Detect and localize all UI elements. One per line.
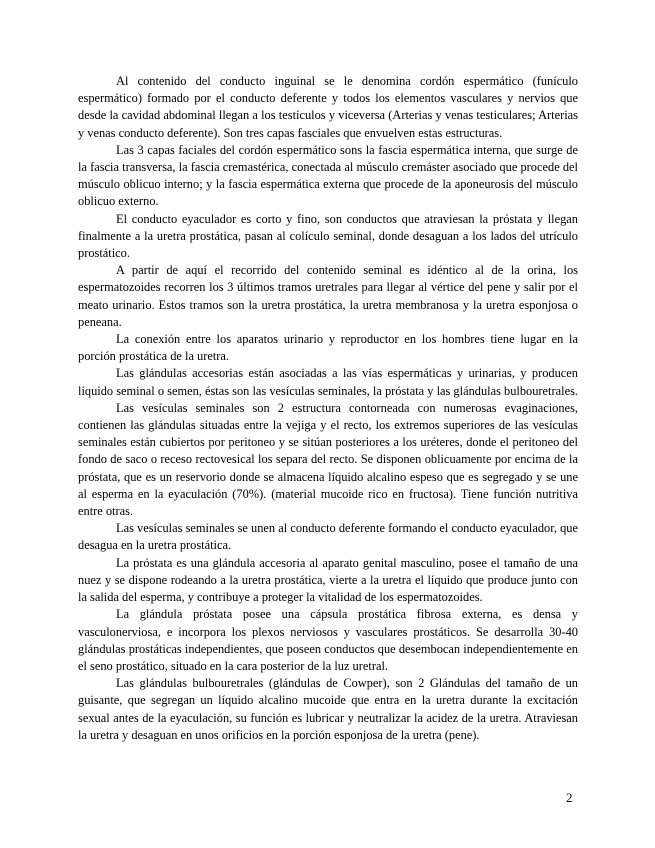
paragraph-vesicles-join-deferent: Las vesículas seminales se unen al conducto deferente formando el conducto eyaculador, que desagua en la uretra prostática.: [78, 521, 578, 553]
paragraph-accessory-glands: Las glándulas accesorias están asociadas a las vías espermáticas y urinarias, y producen líquido seminal o semen, éstas son las vesículas seminales, la próstata y las glándulas bulbouretrales.: [78, 366, 578, 398]
paragraph-seminal-vesicles: Las vesículas seminales son 2 estructura contorneada con numerosas evaginaciones, contienen las glándulas situadas entre la vejiga y el recto, los extremos superiores de las vesículas seminales están cubiertos por peritoneo y se sitúan posteriores a los uréteres, donde el peritoneo del fondo de saco o receso rectovesical los separa del recto. Se disponen oblicuamente por encima de la próstata, que es un reservorio donde se almacena líquido alcalino espeso que es segregado y se une al esperma en la eyaculación (70%). (material mucoide rico en fructosa). Tiene función nutritiva entre otras.: [78, 400, 578, 519]
document-body: [78, 73, 578, 744]
paragraph-bulbourethral-glands: Las glándulas bulbouretrales (glándulas de Cowper), son 2 Glándulas del tamaño de un guisante, que segregan un líquido alcalino mucoide que entra en la uretra durante la excitación sexual antes de la eyaculación, su función es lubricar y neutralizar la acidez de la uretra. Atraviesan la uretra y desaguan en unos orificios en la porción esponjosa de la uretra (pene).: [78, 676, 578, 742]
paragraph-prostate-capsule: La glándula próstata posee una cápsula prostática fibrosa externa, es densa y vasculonerviosa, e incorpora los plexos nerviosos y vasculares prostáticos. Se desarrolla 30-40 glándulas prostáticas independientes, que poseen conductos que desembocan independientemente en el seno prostático, situado en la cara posterior de la luz uretral.: [78, 607, 578, 673]
paragraph-prostate: La próstata es una glándula accesoria al aparato genital masculino, posee el tamaño de una nuez y se dispone rodeando a la uretra prostática, vierte a la uretra el líquido que produce junto con la salida del esperma, y contribuye a proteger la vitalidad de los espermatozoides.: [78, 555, 578, 605]
paragraph-urinary-reproductive-connection: La conexión entre los aparatos urinario y reproductor en los hombres tiene lugar en la porción prostática de la uretra.: [78, 332, 578, 364]
paragraph-urethral-route: A partir de aquí el recorrido del contenido seminal es idéntico al de la orina, los espermatozoides recorren los 3 últimos tramos uretrales para llegar al vértice del pene y salir por el meato urinario. Estos tramos son la uretra prostática, la uretra membranosa y la uretra esponjosa o peneana.: [78, 263, 578, 329]
paragraph-spermatic-cord: Al contenido del conducto inguinal se le denomina cordón espermático (funículo espermático) formado por el conducto deferente y todos los elementos vasculares y nervios que desde la cavidad abdominal llegan a los testículos y viceversa (Arterias y venas testiculares; Arterias y venas conducto deferente). Son tres capas fasciales que envuelven estas estructuras.: [78, 74, 578, 140]
paragraph-ejaculatory-duct: El conducto eyaculador es corto y fino, son conductos que atraviesan la próstata y llegan finalmente a la uretra prostática, pasan al colículo seminal, donde desaguan a los lados del utrículo prostático.: [78, 211, 578, 261]
page-number: 2: [566, 790, 573, 805]
paragraph-fascial-layers: Las 3 capas faciales del cordón espermático sons la fascia espermática interna, que surge de la fascia transversa, la fascia cremastérica, conectada al músculo cremáster asociado que procede del músculo oblicuo interno; y la fascia espermática externa que procede de la aponeurosis del músculo oblicuo externo.: [78, 142, 578, 209]
